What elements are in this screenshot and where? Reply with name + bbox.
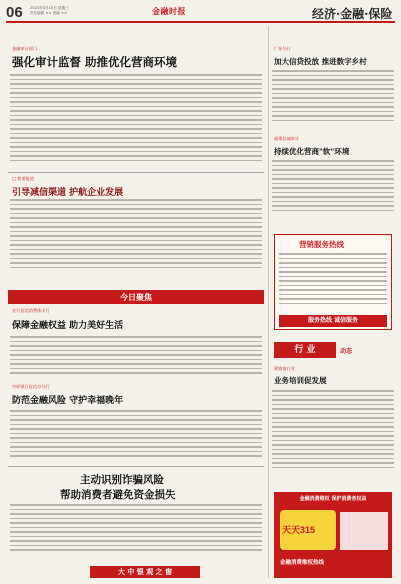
editor-line: 责任编辑 ×× 美编 ×× [30,11,68,15]
story3-headline: 保障金融权益 助力美好生活 [12,321,124,331]
ad-top-text: 金融消费维权 保护消费者权益 [299,496,367,502]
story4-headline: 防范金融风险 守护幸福晚年 [12,396,124,406]
ad-logo: 天天315 [282,525,316,535]
right-top-headline: 加大信贷投放 推进数字乡村 [274,57,367,66]
section-title: 经济·金融·保险 [312,7,393,21]
bottom-headline-line2: 帮助消费者避免资金损失 [60,489,176,501]
service-box [274,234,392,330]
second-headline: 引导减信渠道 护航企业发展 [12,188,124,198]
page-number: 06 [6,4,23,21]
lead-headline: 强化审计监督 助推优化营商环境 [12,55,178,69]
right-top-body [272,70,394,130]
lead-body [10,74,262,166]
right-mid-kicker: 福建县域审计 [274,136,300,141]
divider [8,172,264,173]
ad-panel [274,492,392,578]
paper-logo: 金融时报 [152,6,186,16]
right-mid-body [272,160,394,222]
right-mid-headline: 持续优化营商"软"环境 [274,147,350,156]
story4-kicker: 中原银行征信办分行 [12,384,50,389]
masthead-rule [6,21,395,23]
service-banner: 服务热线 诚信服务 [279,315,387,327]
industry-title: 行 业 [274,342,336,358]
lead-kicker: 金融审计部门 [12,46,38,51]
date-line: 2023年3月15日 星期三 [30,6,69,10]
service-title: 营销服务热线 [299,240,344,249]
industry-header [274,340,392,360]
ad-image [340,512,388,550]
second-kicker: □ 简要报道 [12,176,35,181]
bottom-headline-line1: 主动识别诈骗风险 [80,474,164,486]
industry-tag: 动态 [340,348,353,355]
right-top-kicker: 广东分行 [274,46,291,51]
story3-kicker: 农行征信消费体支行 [12,308,50,313]
industry-kicker: 紧商银行业 [274,366,295,371]
focus-band: 今日聚焦 [8,290,264,304]
column-divider [268,26,269,578]
ad-sub-text: 金融消费维权热线 [280,560,325,566]
divider [8,466,264,467]
industry-headline: 业务培训促发展 [274,376,327,385]
second-body [10,199,262,271]
service-list [279,253,387,311]
story4-body [10,410,262,462]
bottom-band: 大 中 银 观 之 窗 [90,566,200,578]
industry-body [272,390,394,480]
bottom-body [10,504,262,558]
ad-logo-badge [280,510,336,550]
story3-body [10,336,262,376]
